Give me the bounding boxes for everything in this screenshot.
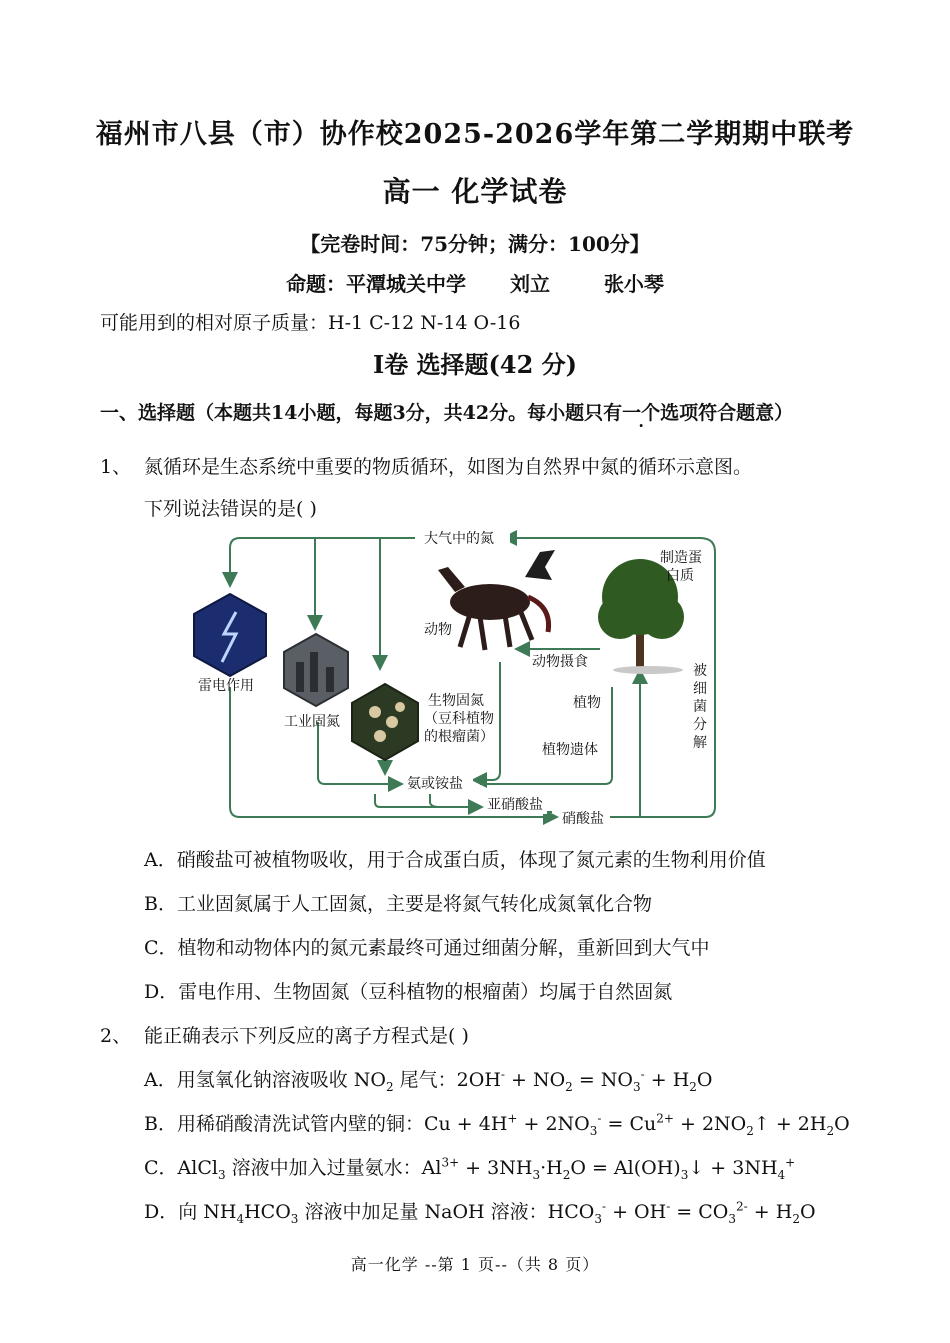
section-title: Ⅰ卷 选择题(42 分) (372, 350, 578, 379)
q1-stem-line2: 下列说法错误的是( ) (144, 498, 317, 520)
q1-option-a: A．硝酸盐可被植物吸收，用于合成蛋白质，体现了氮元素的生物利用价值 (144, 849, 766, 871)
label-make-protein-1: 制造蛋 (660, 550, 702, 566)
exam-title: 福州市八县（市）协作校2025-2026学年第二学期期中联考 (95, 119, 855, 150)
lightning-image (194, 594, 266, 676)
author-1: 刘立 (510, 272, 550, 296)
label-bacteria-4: 分 (693, 717, 707, 733)
root-nodule-image (352, 684, 418, 760)
label-nitrite: 亚硝酸盐 (487, 797, 543, 813)
q1-stem-line1: 氮循环是生态系统中重要的物质循环，如图为自然界中氮的循环示意图。 (144, 456, 753, 478)
factory-image (284, 634, 348, 706)
instruction-prefix: 一、选择题（本题共14小题，每题3分，共42分。每小题只有 (100, 402, 623, 424)
nitrogen-cycle-diagram (180, 522, 740, 834)
eagle-image (525, 550, 555, 580)
label-bacteria-1: 被 (693, 663, 707, 679)
label-bacteria-2: 细 (693, 681, 707, 697)
label-industrial: 工业固氮 (284, 714, 340, 730)
label-bacteria-5: 解 (693, 735, 707, 751)
label-bacteria-3: 菌 (693, 699, 707, 715)
instruction-emphasis: 一个 (622, 402, 661, 424)
label-bio-fix-1: 生物固氮 (428, 693, 484, 709)
label-make-protein-2: 白质 (666, 568, 694, 584)
instruction-suffix: 选项符合题意） (660, 402, 794, 424)
section-instruction (100, 398, 793, 425)
exam-subtitle: 高一 化学试卷 (382, 175, 568, 208)
horse-image (438, 567, 549, 650)
label-nitrate: 硝酸盐 (562, 811, 604, 827)
label-plant-remains: 植物遗体 (542, 742, 598, 758)
q2-option-c: C．AlCl$_3$ 溶液中加入过量氨水：$Al^{3+} + 3NH_3\cdot H_2O$ = $Al(OH)_3↓ + 3NH_4^+$ (144, 1155, 796, 1182)
q2-option-a: A．用氢氧化钠溶液吸收 $NO_2$ 尾气：$2OH^- + NO_2 = NO_3^- + H_2O$ (144, 1067, 713, 1094)
q1-option-b: B．工业固氮属于人工固氮，主要是将氮气转化成氮氧化合物 (144, 893, 652, 915)
page-footer: 高一化学 --第 1 页--（共 8 页） (350, 1255, 600, 1274)
label-lightning: 雷电作用 (198, 678, 254, 694)
q2-number: 2、 (100, 1025, 132, 1047)
q1-option-d: D．雷电作用、生物固氮（豆科植物的根瘤菌）均属于自然固氮 (144, 981, 673, 1003)
author-label: 命题：平潭城关中学 (286, 272, 467, 296)
label-plant: 植物 (573, 695, 601, 711)
label-animal: 动物 (424, 622, 452, 638)
time-info: 【完卷时间：75分钟；满分：100分】 (300, 232, 650, 256)
label-ammonia: 氨或铵盐 (407, 776, 463, 792)
author-line (0, 268, 950, 297)
q2-option-b: B．用稀硝酸清洗试管内壁的铜：$Cu + 4H^+ + 2NO_3^- = Cu^{2+}$ + $2NO_2↑ + 2H_2O$ (144, 1111, 850, 1138)
author-2: 张小琴 (603, 272, 664, 296)
label-bio-fix-3: 的根瘤菌） (424, 729, 494, 745)
q2-stem: 能正确表示下列反应的离子方程式是( ) (144, 1025, 469, 1047)
label-atmosphere: 大气中的氮 (424, 531, 494, 547)
q1-number: 1、 (100, 456, 132, 478)
label-bio-fix-2: （豆科植物 (424, 711, 494, 727)
atomic-masses: 可能用到的相对原子质量：H-1 C-12 N-14 O-16 (100, 312, 521, 334)
label-animal-eat: 动物摄食 (532, 654, 588, 670)
q2-option-d: D．向 $NH_4HCO_3$ 溶液中加足量 NaOH 溶液：$HCO_3^- + OH^- = CO_3^{2-} + H_2O$ (144, 1199, 816, 1226)
q1-option-c: C．植物和动物体内的氮元素最终可通过细菌分解，重新回到大气中 (144, 937, 710, 959)
